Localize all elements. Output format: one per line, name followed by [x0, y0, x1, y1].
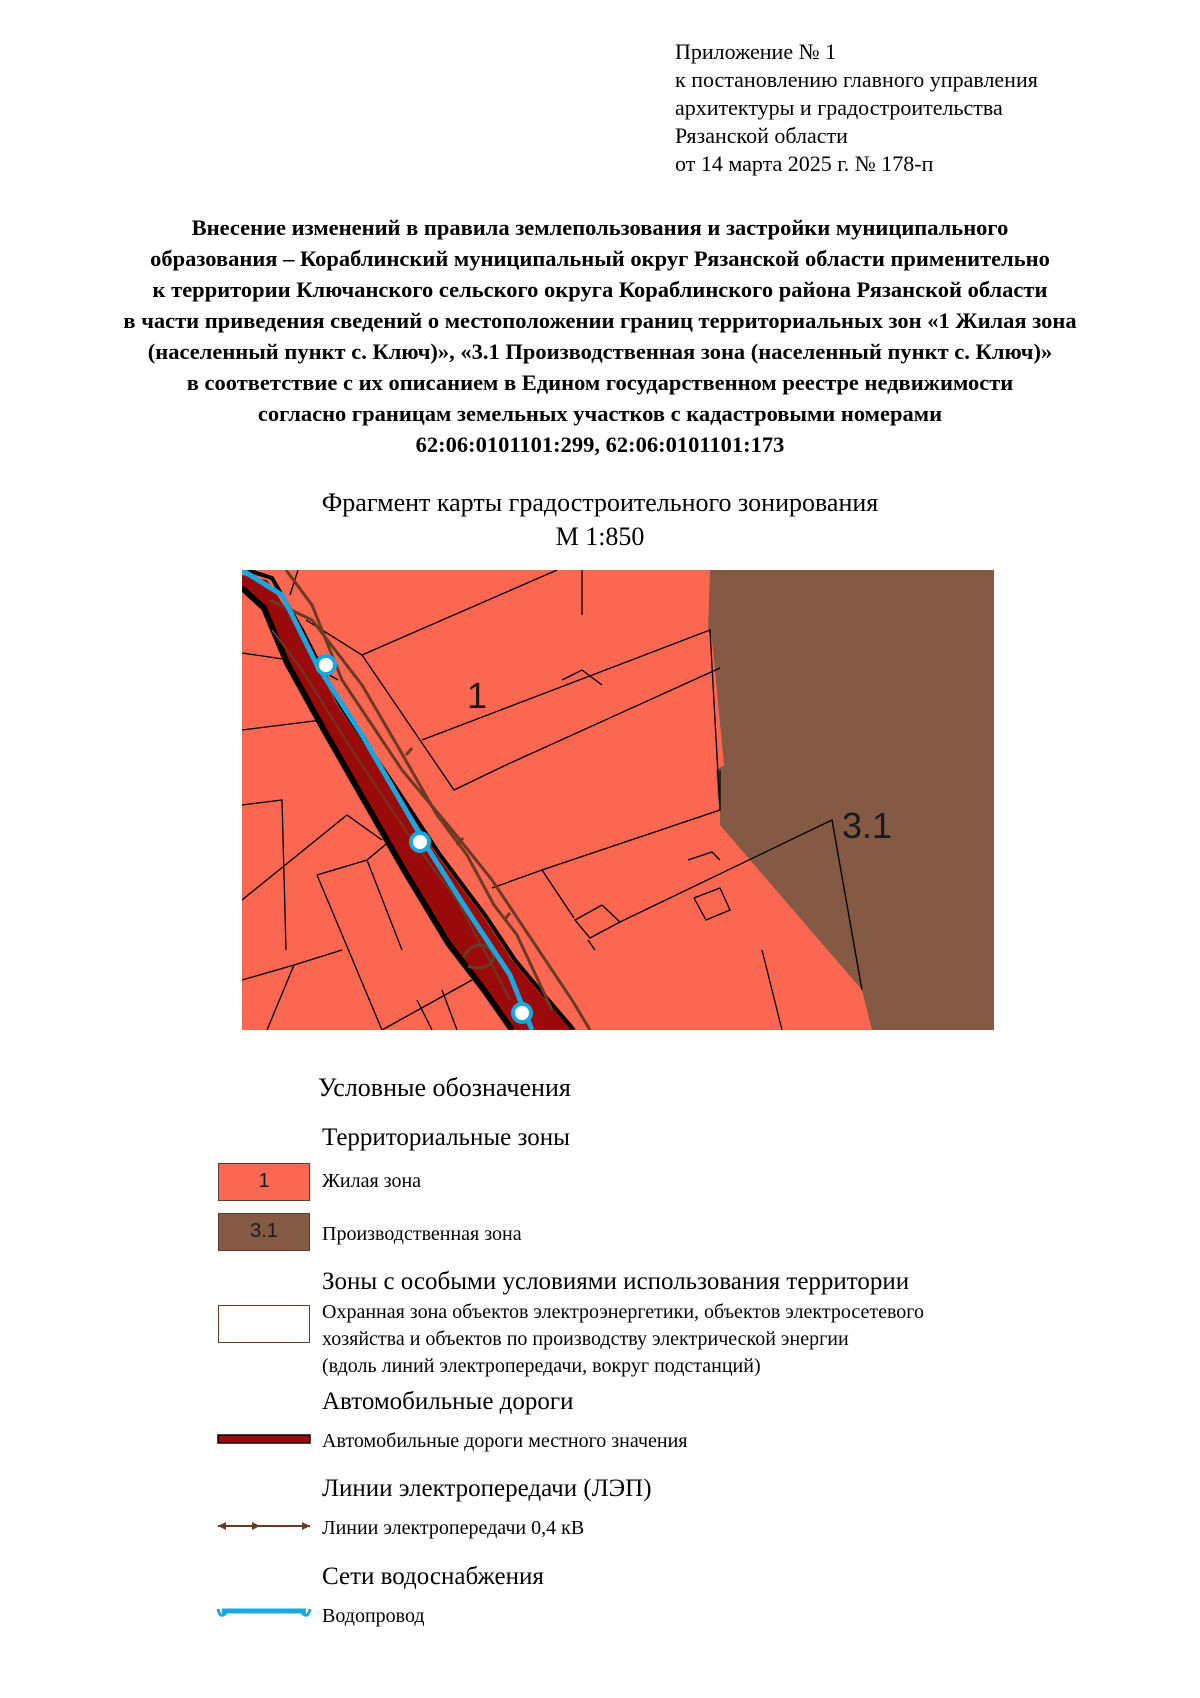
- title-line: образования – Кораблинский муниципальный округ Рязанской области применительно: [150, 246, 1050, 271]
- map-scale: М 1:850: [555, 522, 645, 551]
- protection-zone-line: (вдоль линий электропередачи, вокруг подстанций): [322, 1355, 761, 1377]
- title-line: Внесение изменений в правила землепользования и застройки муниципального: [191, 215, 1009, 240]
- legend-symbol-power-line: [214, 1518, 314, 1534]
- legend-swatch-residential: 1: [218, 1163, 310, 1201]
- appendix-line: Приложение № 1: [675, 39, 837, 64]
- water-valve-marker: [411, 833, 429, 851]
- protection-zone-line: Охранная зона объектов электроэнергетики, объектов электросетевого: [322, 1301, 924, 1323]
- title-line: в части приведения сведений о местоположении границ территориальных зон «1 Жилая зона: [123, 308, 1077, 333]
- legend-group-power: Линии электропередачи (ЛЭП): [322, 1475, 652, 1502]
- legend-group-roads: Автомобильные дороги: [322, 1388, 574, 1415]
- water-valve-marker: [317, 656, 335, 674]
- legend-label-power-line: Линии электропередачи 0,4 кВ: [322, 1517, 585, 1539]
- map-title-block: [150, 486, 1050, 554]
- title-line: согласно границам земельных участков с кадастровыми номерами: [257, 401, 943, 426]
- title-line: в соответствие с их описанием в Едином государственном реестре недвижимости: [186, 370, 1014, 395]
- legend-swatch-protection-zone: [218, 1305, 310, 1343]
- appendix-block: [675, 38, 1038, 178]
- legend-swatch-industrial: 3.1: [218, 1213, 310, 1251]
- legend-label-water-pipe: Водопровод: [322, 1605, 425, 1627]
- appendix-line: к постановлению главного управления: [675, 67, 1038, 92]
- legend-group-water: Сети водоснабжения: [322, 1563, 544, 1590]
- title-line: к территории Ключанского сельского округа Кораблинского района Рязанской области: [152, 277, 1048, 302]
- title-line: 62:06:0101101:299, 62:06:0101101:173: [415, 432, 785, 457]
- legend-symbol-water-pipe: [214, 1605, 314, 1625]
- appendix-line: архитектуры и градостроительства: [675, 95, 1003, 120]
- map-canvas: [242, 570, 994, 1030]
- legend-label-industrial: Производственная зона: [322, 1223, 522, 1245]
- appendix-line: Рязанской области: [675, 123, 848, 148]
- legend-label-residential: Жилая зона: [322, 1170, 422, 1192]
- protection-zone-line: хозяйства и объектов по производству электрической энергии: [322, 1328, 849, 1350]
- map-title: Фрагмент карты градостроительного зонирования: [321, 488, 879, 517]
- title-line: (населенный пункт с. Ключ)», «3.1 Производственная зона (населенный пункт с. Ключ)»: [147, 339, 1053, 364]
- zone-label-residential: 1: [467, 675, 488, 716]
- legend-label-protection-zone: [322, 1299, 924, 1380]
- legend-group-territorial: Территориальные зоны: [322, 1124, 570, 1151]
- legend-label-road: Автомобильные дороги местного значения: [322, 1430, 688, 1452]
- water-valve-marker: [513, 1004, 531, 1022]
- zone-label-industrial: 3.1: [842, 805, 893, 846]
- zoning-map: [242, 570, 994, 1030]
- legend-symbol-road: [214, 1432, 314, 1448]
- appendix-line: от 14 марта 2025 г. № 178-п: [675, 151, 934, 176]
- legend-title: Условные обозначения: [318, 1073, 571, 1102]
- document-title: [20, 212, 1180, 460]
- legend-group-special: Зоны с особыми условиями использования территории: [322, 1268, 910, 1295]
